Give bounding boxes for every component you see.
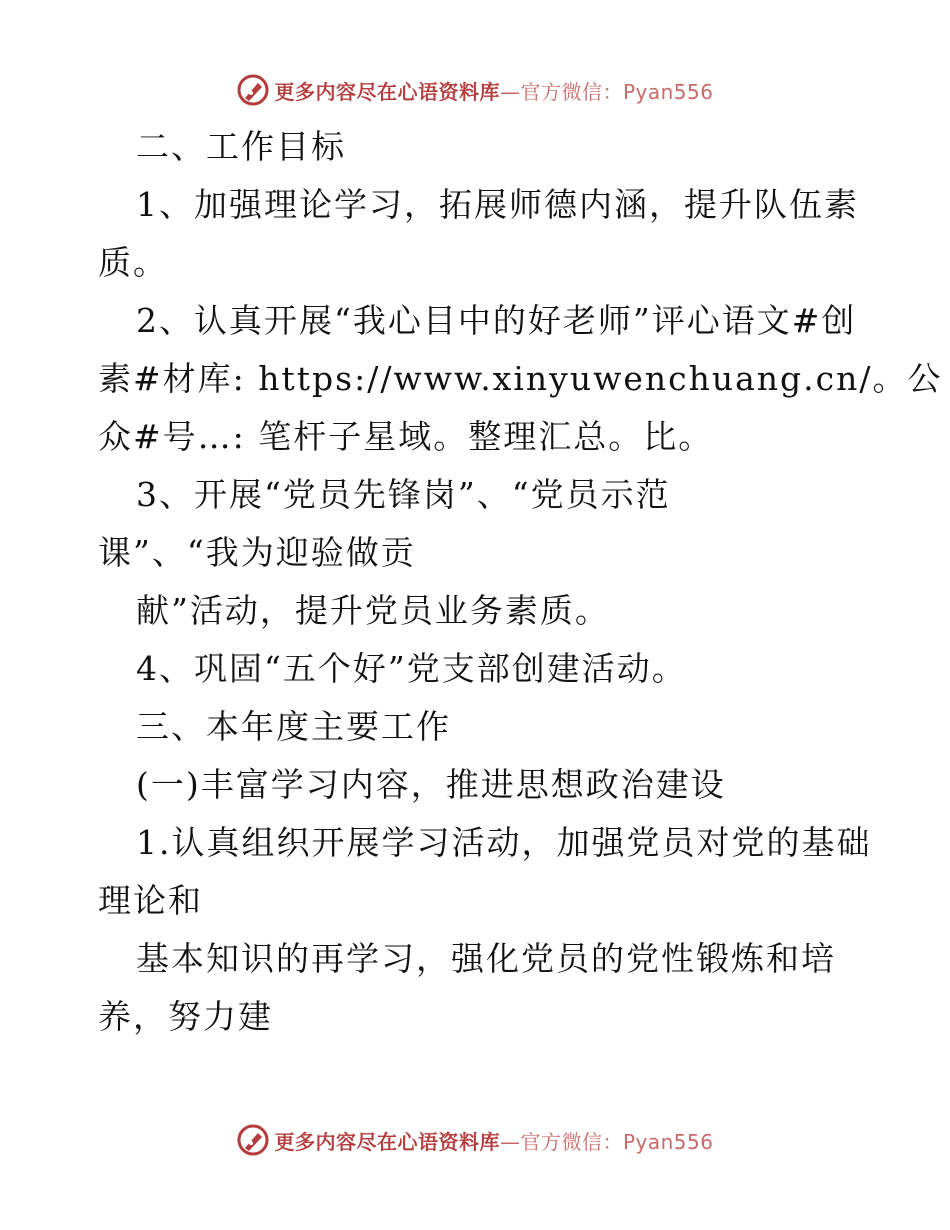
paragraph-line: 基本知识的再学习，强化党员的党性锻炼和培 <box>136 939 836 978</box>
pen-logo-icon <box>236 73 270 107</box>
heading-main-work: 三、本年度主要工作 <box>136 707 451 746</box>
paragraph-line: 3、开展“党员先锋岗”、“党员示范 <box>136 475 671 514</box>
watermark-header <box>0 70 950 110</box>
subheading-study: (一)丰富学习内容，推进思想政治建设 <box>136 765 726 804</box>
watermark-footer <box>0 1120 950 1160</box>
paragraph-line: 课”、“我为迎验做贡 <box>98 533 416 572</box>
paragraph-line: 1、加强理论学习，拓展师德内涵，提升队伍素 <box>136 185 859 224</box>
paragraph-line: 4、巩固“五个好”党支部创建活动。 <box>136 649 687 688</box>
paragraph-line: 素#材库: https://www.xinyuwenchuang.cn/。公 <box>98 359 943 398</box>
paragraph-line: 众#号…: 笔杆子星域。整理汇总。比。 <box>98 417 714 456</box>
paragraph-line: 理论和 <box>98 881 203 920</box>
document-body <box>98 118 943 1046</box>
heading-work-goals: 二、工作目标 <box>136 127 346 166</box>
watermark-text: 更多内容尽在心语资料库—官方微信：Pyan556 <box>274 1129 714 1154</box>
paragraph-line: 献”活动，提升党员业务素质。 <box>136 591 610 630</box>
paragraph-line: 2、认真开展“我心目中的好老师”评心语文#创 <box>136 301 857 340</box>
pen-logo-icon <box>236 1123 270 1157</box>
paragraph-line: 养，努力建 <box>98 997 273 1036</box>
paragraph-line: 质。 <box>98 243 168 282</box>
watermark-text: 更多内容尽在心语资料库—官方微信：Pyan556 <box>274 79 714 104</box>
paragraph-line: 1.认真组织开展学习活动，加强党员对党的基础 <box>136 823 872 862</box>
